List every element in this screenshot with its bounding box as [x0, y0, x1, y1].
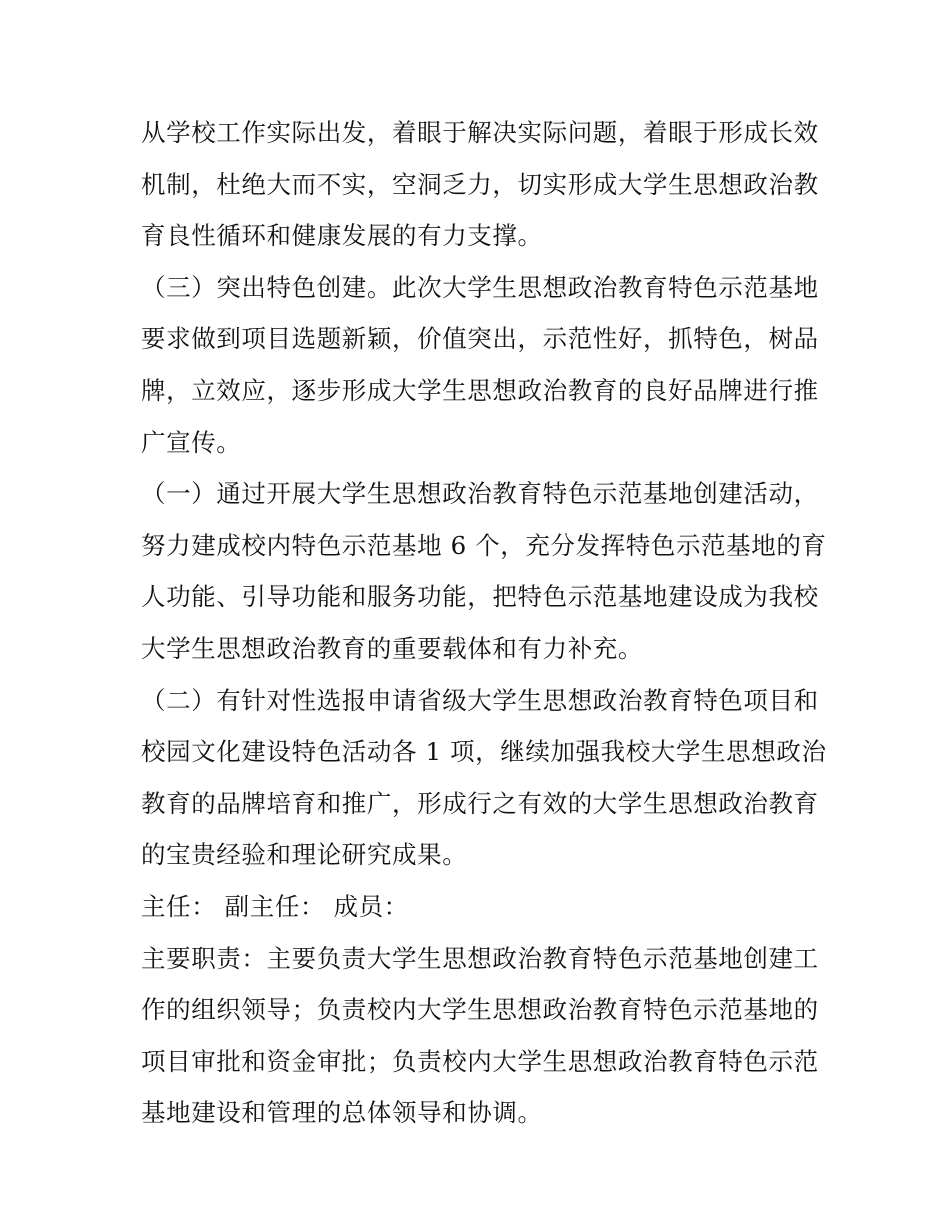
text-line: 要求做到项目选题新颖，价值突出，示范性好，抓特色，树品: [141, 324, 819, 354]
text-line: （二）有针对性选报申请省级大学生思想政治教育特色项目和: [141, 685, 819, 715]
text-line: 广宣传。: [141, 427, 242, 457]
text-line: 人功能、引导功能和服务功能，把特色示范基地建设成为我校: [141, 582, 819, 612]
text-line: 教育的品牌培育和推广，形成行之有效的大学生思想政治教育: [141, 788, 819, 818]
text-line: 大学生思想政治教育的重要载体和有力补充。: [141, 633, 643, 663]
document-body: [141, 107, 827, 1139]
text-line: 努力建成校内特色示范基地 6 个，充分发挥特色示范基地的育: [141, 530, 827, 560]
text-line: 机制，杜绝大而不实，空洞乏力，切实形成大学生思想政治教: [141, 169, 819, 199]
text-line: 育良性循环和健康发展的有力支撑。: [141, 221, 543, 251]
text-line: 基地建设和管理的总体领导和协调。: [141, 1098, 543, 1128]
text-line: 主任： 副主任： 成员：: [141, 891, 409, 921]
text-line: 牌，立效应，逐步形成大学生思想政治教育的良好品牌进行推: [141, 375, 819, 405]
text-line: 作的组织领导；负责校内大学生思想政治教育特色示范基地的: [141, 995, 819, 1025]
text-line: 主要职责：主要负责大学生思想政治教育特色示范基地创建工: [141, 943, 819, 973]
text-line: 校园文化建设特色活动各 1 项，继续加强我校大学生思想政治: [141, 737, 827, 767]
text-line: 项目审批和资金审批；负责校内大学生思想政治教育特色示范: [141, 1046, 819, 1076]
text-line: （一）通过开展大学生思想政治教育特色示范基地创建活动，: [141, 479, 819, 509]
text-line: 的宝贵经验和理论研究成果。: [141, 840, 468, 870]
text-line: 从学校工作实际出发，着眼于解决实际问题，着眼于形成长效: [141, 118, 819, 147]
text-line: （三）突出特色创建。此次大学生思想政治教育特色示范基地: [141, 272, 819, 302]
